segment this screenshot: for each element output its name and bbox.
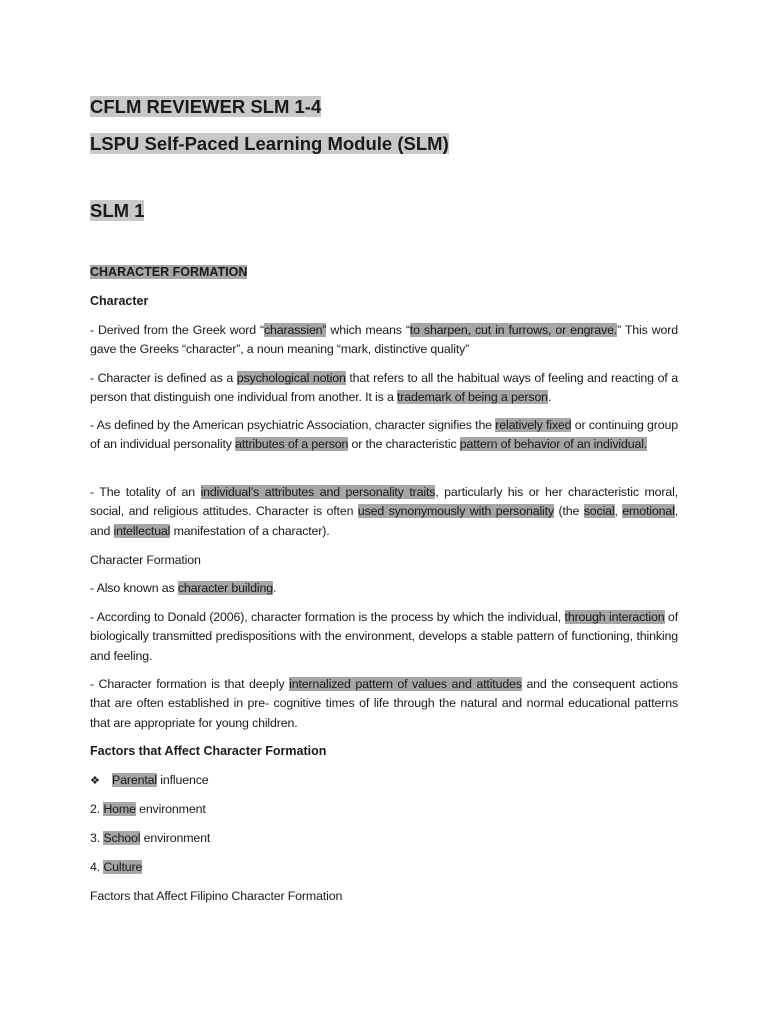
highlight: character building [177, 581, 273, 595]
list-item: 4. Culture [90, 860, 143, 874]
list-item: ❖ Parental influence [90, 772, 209, 790]
paragraph-apa-definition: - As defined by the American psychiatric Association, character signifies the relatively fixed or continuing group of an individual personality attributes of a person or the characteristic pattern of behavior of an individual. [90, 418, 678, 452]
highlight: attributes of a person [235, 437, 349, 452]
list-item: 2. Home environment [90, 802, 206, 816]
highlight: individual’s attributes and personality traits [200, 485, 436, 499]
subheading-character: Character [90, 294, 149, 308]
highlight: to sharpen, cut in furrows, or engrave. [409, 323, 618, 337]
highlight: used synonymously with personality [357, 504, 554, 519]
subheading-character-formation: Character Formation [90, 553, 201, 567]
highlight: intellectual [113, 523, 171, 538]
highlight: social [583, 504, 615, 519]
filipino-factors-heading: Factors that Affect Filipino Character Formation [90, 889, 343, 903]
highlight: through interaction [564, 610, 665, 624]
highlight: trademark of being a person [397, 390, 548, 405]
paragraph-definition: - Character is defined as a psychological notion that refers to all the habitual ways of feeling and reacting of a person that distinguish one individual from another. It is a trademark of being a person. [90, 371, 678, 405]
slm-heading: SLM 1 [90, 200, 145, 221]
paragraph-greek-origin: - Derived from the Greek word “charassien” which means “to sharpen, cut in furrows, or engrave.” This word gave the Greeks “character”, a noun meaning “mark, distinctive quality” [90, 323, 678, 357]
paragraph-donald: - According to Donald (2006), character formation is the process by which the individual, through interaction of biologically transmitted predispositions with the environment, develops a stable pattern of functioning, thinking and feeling. [90, 610, 679, 663]
section-heading: CHARACTER FORMATION [90, 265, 248, 279]
factors-heading: Factors that Affect Character Formation [90, 744, 327, 758]
diamond-bullet-icon: ❖ [90, 775, 100, 787]
highlight: emotional [622, 504, 675, 519]
list-item: 3. School environment [90, 831, 211, 845]
highlight: pattern of behavior of an individual. [459, 437, 648, 452]
highlight: charassien” [264, 323, 327, 337]
highlight: relatively fixed [495, 418, 572, 432]
document-title: CFLM REVIEWER SLM 1-4 [90, 96, 322, 117]
paragraph-internalized: - Character formation is that deeply internalized pattern of values and attitudes and the consequent actions that are often established in pre- cognitive times of life through the natural and normal educational patterns that are appropriate for young children. [90, 677, 678, 730]
highlight: psychological notion [236, 371, 346, 385]
paragraph-also-known: - Also known as character building. [90, 581, 277, 595]
document-subtitle: LSPU Self-Paced Learning Module (SLM) [90, 133, 449, 154]
paragraph-totality: - The totality of an individual’s attributes and personality traits, particularly his or her characteristic moral, social, and religious attitudes. Character is often used synonymously with personality (the social, emotional, and intellectual manifestation of a character). [90, 485, 678, 538]
highlight: internalized pattern of values and attitudes [289, 677, 522, 691]
